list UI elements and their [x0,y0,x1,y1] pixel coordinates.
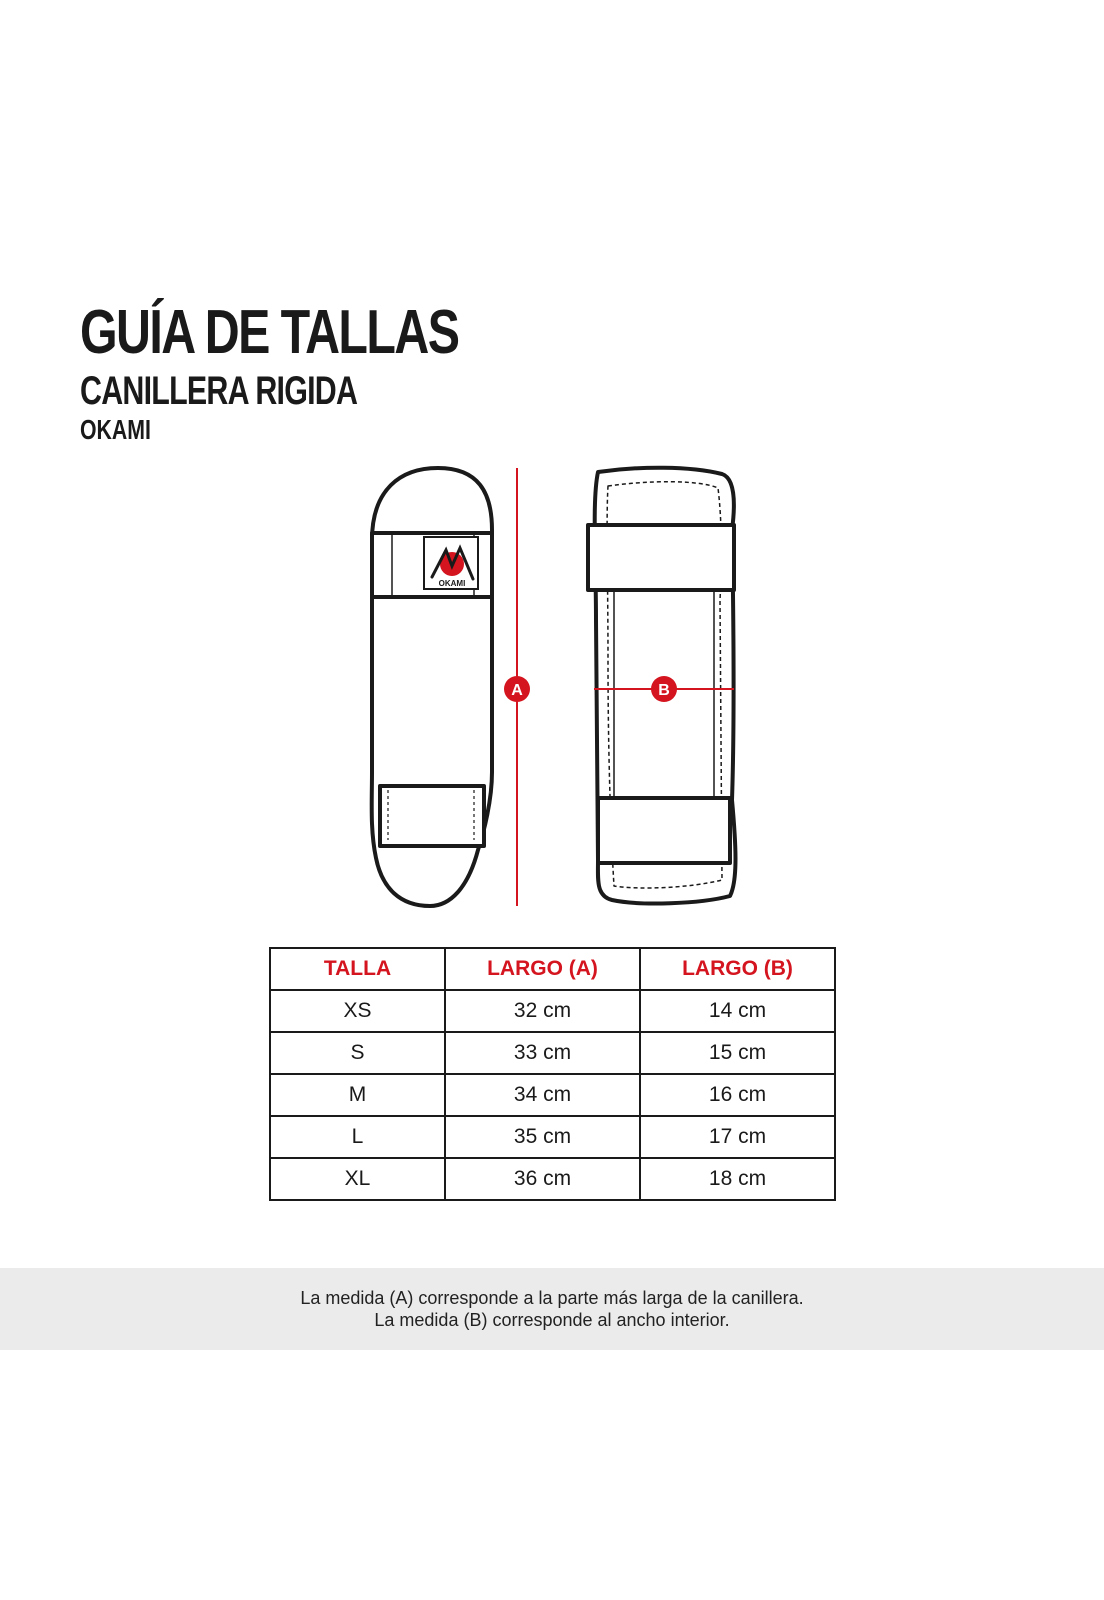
cell-largo-b: 16 cm [640,1074,835,1116]
measure-b [594,676,734,702]
cell-largo-b: 17 cm [640,1116,835,1158]
note-line-a: La medida (A) corresponde a la parte más larga de la canillera. [300,1288,804,1308]
table-header-row [270,948,835,990]
cell-size: S [270,1032,445,1074]
note-line-b: La medida (B) corresponde al ancho interior. [374,1310,730,1330]
cell-largo-b: 14 cm [640,990,835,1032]
cell-largo-a: 36 cm [445,1158,640,1200]
cell-largo-a: 35 cm [445,1116,640,1158]
header-talla: TALLA [270,948,445,990]
product-name: CANILLERA RIGIDA [80,369,358,413]
logo-text: OKAMI [438,579,466,588]
table-row [270,1158,835,1200]
okami-logo [424,537,478,589]
measure-a [504,468,530,906]
table-row [270,1116,835,1158]
page-title: GUÍA DE TALLAS [80,298,459,367]
cell-size: M [270,1074,445,1116]
table-row [270,1074,835,1116]
cell-largo-a: 32 cm [445,990,640,1032]
header-largo-b: LARGO (B) [640,948,835,990]
marker-a-label: A [511,682,523,699]
cell-largo-a: 34 cm [445,1074,640,1116]
marker-b-label: B [658,682,670,699]
table-row [270,990,835,1032]
shin-guard-front [372,468,492,906]
table-row [270,1032,835,1074]
cell-size: L [270,1116,445,1158]
brand-name: OKAMI [80,414,151,445]
cell-size: XL [270,1158,445,1200]
cell-largo-a: 33 cm [445,1032,640,1074]
size-table [269,947,836,1201]
cell-largo-b: 18 cm [640,1158,835,1200]
measurement-note [0,1268,1104,1350]
header-largo-a: LARGO (A) [445,948,640,990]
cell-size: XS [270,990,445,1032]
cell-largo-b: 15 cm [640,1032,835,1074]
